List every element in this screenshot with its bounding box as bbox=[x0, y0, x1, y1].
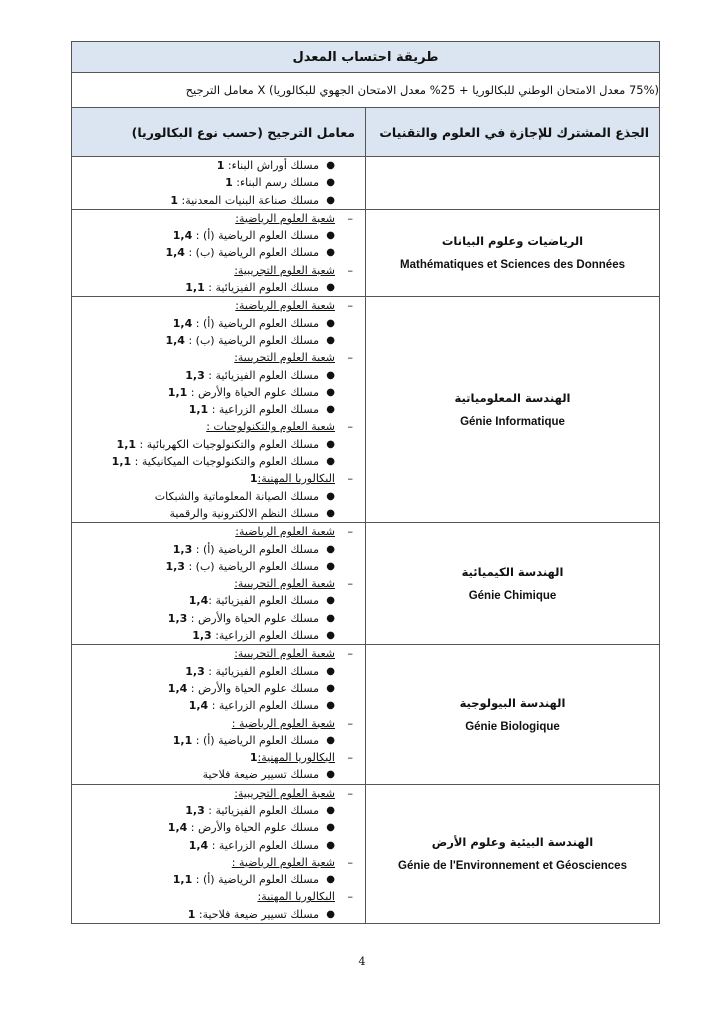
track-line bbox=[72, 157, 365, 174]
track-line bbox=[72, 192, 365, 209]
coefficient-cell bbox=[72, 523, 366, 645]
line-text: مسلك النظم الالكترونية والرقمية bbox=[169, 506, 319, 520]
branch-name-fr: Génie de l'Environnement et Géosciences bbox=[398, 859, 627, 872]
dash-marker: – bbox=[347, 263, 353, 277]
line-text: شعبة العلوم الرياضية: bbox=[235, 211, 335, 225]
track-line bbox=[72, 663, 365, 680]
line-text: مسلك تسيير ضيعة فلاحية: bbox=[195, 907, 319, 921]
coefficient-value: 1 bbox=[249, 472, 258, 486]
line-text: شعبة العلوم الرياضية: bbox=[235, 299, 335, 313]
coefficient-cell bbox=[72, 157, 366, 210]
track-line bbox=[72, 558, 365, 575]
coefficient-value: 1,1 bbox=[172, 873, 193, 887]
bullet-icon: ● bbox=[326, 769, 335, 781]
track-line bbox=[72, 732, 365, 749]
line-text: مسلك العلوم الرياضية (ب) : bbox=[184, 246, 319, 260]
track-line bbox=[72, 244, 365, 261]
track-line bbox=[72, 401, 365, 418]
bullet-icon: ● bbox=[326, 194, 335, 206]
line-text: شعبة العلوم التجريبية: bbox=[234, 577, 335, 591]
dash-marker: – bbox=[347, 647, 353, 661]
coefficient-value: 1 bbox=[187, 907, 196, 921]
track-line bbox=[72, 627, 365, 644]
track-line bbox=[72, 766, 365, 783]
line-text: مسلك العلوم الزراعية : bbox=[208, 403, 319, 417]
baccalaureate-group-line bbox=[72, 645, 365, 662]
track-line bbox=[72, 592, 365, 609]
coefficient-value: 1,4 bbox=[172, 316, 193, 330]
page-number: 4 bbox=[358, 955, 366, 968]
bullet-icon: ● bbox=[326, 908, 335, 920]
baccalaureate-group-line bbox=[72, 854, 365, 871]
line-text: مسلك العلوم والتكنولوجيات الميكانيكية : bbox=[131, 455, 319, 469]
baccalaureate-group-line bbox=[72, 715, 365, 732]
coefficient-value: 1,3 bbox=[165, 559, 185, 573]
bullet-icon: ● bbox=[326, 543, 335, 555]
dash-marker: – bbox=[347, 351, 353, 365]
coefficient-value: 1,4 bbox=[172, 229, 193, 243]
track-line bbox=[72, 279, 365, 296]
table-row bbox=[72, 157, 660, 210]
coefficient-column-header: معامل الترجيح (حسب نوع البكالوريا) bbox=[72, 108, 366, 157]
formula-text: (75% معدل الامتحان الوطني للبكالوريا + 25% معدل الامتحان الجهوي للبكالوريا) X معامل الترجيح bbox=[72, 73, 660, 108]
bullet-icon: ● bbox=[326, 630, 335, 642]
track-line bbox=[72, 819, 365, 836]
bullet-icon: ● bbox=[326, 595, 335, 607]
branch-name-fr: Génie Chimique bbox=[468, 589, 557, 602]
bullet-icon: ● bbox=[326, 247, 335, 259]
track-line bbox=[72, 610, 365, 627]
coefficient-value: 1,3 bbox=[167, 611, 188, 625]
bullet-icon: ● bbox=[326, 665, 335, 677]
bullet-icon: ● bbox=[326, 230, 335, 242]
line-text: مسلك علوم الحياة والأرض : bbox=[187, 821, 319, 835]
baccalaureate-group-line bbox=[72, 297, 365, 314]
coefficient-value: 1 bbox=[249, 751, 258, 765]
coefficient-value: 1 bbox=[225, 176, 233, 190]
dash-marker: – bbox=[347, 525, 353, 539]
bullet-icon: ● bbox=[326, 700, 335, 712]
baccalaureate-group-line bbox=[72, 470, 365, 487]
coefficient-value: 1,1 bbox=[188, 403, 209, 417]
table-row bbox=[72, 645, 660, 784]
bullet-icon: ● bbox=[326, 317, 335, 329]
column-header-row bbox=[72, 108, 660, 157]
formula-row bbox=[72, 73, 660, 108]
coefficient-cell bbox=[72, 209, 366, 296]
dash-marker: – bbox=[347, 211, 353, 225]
dash-marker: – bbox=[347, 472, 353, 486]
line-text: مسلك صناعة البنيات المعدنية: bbox=[178, 193, 319, 207]
line-text: مسلك العلوم الرياضية (ب) : bbox=[184, 333, 319, 347]
dash-marker: – bbox=[347, 890, 353, 904]
track-line bbox=[72, 488, 365, 505]
track-line bbox=[72, 332, 365, 349]
coefficient-value: 1,4 bbox=[167, 821, 188, 835]
line-text: شعبة العلوم التجريبية: bbox=[234, 786, 335, 800]
line-text: شعبة العلوم الرياضية: bbox=[235, 525, 335, 539]
coefficient-value: 1,4 bbox=[188, 699, 209, 713]
line-text: مسلك العلوم الفيزيائية : bbox=[208, 594, 319, 608]
baccalaureate-group-line bbox=[72, 349, 365, 366]
bullet-icon: ● bbox=[326, 160, 335, 171]
line-text: مسلك العلوم الفيزيائية : bbox=[204, 368, 319, 382]
line-text: مسلك أوراش البناء: bbox=[224, 159, 319, 172]
bullet-icon: ● bbox=[326, 822, 335, 834]
track-line bbox=[72, 541, 365, 558]
track-line bbox=[72, 436, 365, 453]
track-line bbox=[72, 315, 365, 332]
line-text: مسلك العلوم الفيزيائية : bbox=[204, 803, 319, 817]
branch-name-ar: الهندسة البيئية وعلوم الأرض bbox=[431, 834, 594, 849]
line-text: مسلك العلوم الفيزيائية : bbox=[204, 664, 319, 678]
bullet-icon: ● bbox=[326, 874, 335, 886]
line-text: مسلك العلوم الرياضية (أ) : bbox=[192, 316, 319, 330]
baccalaureate-group-line bbox=[72, 575, 365, 592]
table-row bbox=[72, 523, 660, 645]
baccalaureate-group-line bbox=[72, 749, 365, 766]
line-text: مسلك العلوم الرياضية (أ) : bbox=[192, 873, 319, 887]
track-line bbox=[72, 453, 365, 470]
track-line bbox=[72, 680, 365, 697]
branch-name-ar: الرياضيات وعلوم البيانات bbox=[441, 234, 584, 249]
line-text: شعبة العلوم التجريبية: bbox=[234, 351, 335, 365]
coefficient-value: 1,3 bbox=[185, 803, 205, 817]
coefficient-cell bbox=[72, 645, 366, 784]
line-text: شعبة العلوم التجريبية: bbox=[234, 647, 335, 661]
bullet-icon: ● bbox=[326, 456, 335, 468]
branch-name-ar: الهندسة البيولوجية bbox=[459, 695, 566, 710]
coefficient-value: 1,4 bbox=[188, 594, 209, 608]
coefficient-value: 1,3 bbox=[172, 542, 193, 556]
coefficient-value: 1,3 bbox=[185, 664, 205, 678]
branch-name-fr: Mathématiques et Sciences des Données bbox=[400, 259, 625, 272]
branch-name-cell bbox=[366, 523, 660, 645]
dash-marker: – bbox=[347, 751, 353, 765]
track-line bbox=[72, 697, 365, 714]
table-row bbox=[72, 297, 660, 523]
branch-name-cell bbox=[366, 645, 660, 784]
coefficient-value: 1,4 bbox=[167, 681, 188, 695]
line-text: مسلك علوم الحياة والأرض : bbox=[187, 681, 319, 695]
bullet-icon: ● bbox=[326, 438, 335, 450]
bullet-icon: ● bbox=[326, 282, 335, 294]
track-line bbox=[72, 367, 365, 384]
bullet-icon: ● bbox=[326, 177, 335, 189]
title-row bbox=[72, 42, 660, 73]
bullet-icon: ● bbox=[326, 490, 335, 502]
line-text: مسلك العلوم الرياضية (أ) : bbox=[192, 542, 319, 556]
track-line bbox=[72, 837, 365, 854]
line-text: مسلك العلوم والتكنولوجيات الكهربائية : bbox=[136, 437, 319, 451]
baccalaureate-group-line bbox=[72, 262, 365, 279]
coefficient-value: 1,1 bbox=[185, 281, 205, 295]
dash-marker: – bbox=[347, 786, 353, 800]
bullet-icon: ● bbox=[326, 612, 335, 624]
line-text: البكالوريا المهنية: bbox=[257, 472, 335, 486]
coefficient-cell bbox=[72, 784, 366, 923]
branch-name-ar: الهندسة المعلومياتية bbox=[454, 390, 571, 405]
line-text: شعبة العلوم التجريبية: bbox=[234, 263, 335, 277]
line-text: مسلك الصيانة المعلوماتية والشبكات bbox=[154, 489, 319, 503]
coefficient-value: 1,4 bbox=[165, 333, 185, 347]
branch-column-header: الجذع المشترك للإجازة في العلوم والتقنيات bbox=[366, 108, 660, 157]
baccalaureate-group-line bbox=[72, 888, 365, 905]
line-text: مسلك علوم الحياة والأرض : bbox=[187, 385, 319, 399]
branch-name-cell bbox=[366, 209, 660, 296]
dash-marker: – bbox=[347, 577, 353, 591]
bullet-icon: ● bbox=[326, 560, 335, 572]
bullet-icon: ● bbox=[326, 507, 335, 519]
bullet-icon: ● bbox=[326, 404, 335, 416]
line-text: مسلك العلوم الرياضية (أ) : bbox=[192, 229, 319, 243]
line-text: البكالوريا المهنية: bbox=[257, 751, 335, 765]
branch-name-ar: الهندسة الكيميائية bbox=[461, 564, 564, 579]
table-row bbox=[72, 784, 660, 923]
branch-name-fr: Génie Informatique bbox=[460, 415, 565, 428]
bullet-icon: ● bbox=[326, 386, 335, 398]
table-row bbox=[72, 209, 660, 296]
track-line bbox=[72, 384, 365, 401]
bullet-icon: ● bbox=[326, 839, 335, 851]
dash-marker: – bbox=[347, 420, 353, 434]
baccalaureate-group-line bbox=[72, 785, 365, 802]
bullet-icon: ● bbox=[326, 804, 335, 816]
track-line bbox=[72, 174, 365, 191]
baccalaureate-group-line bbox=[72, 210, 365, 227]
track-line bbox=[72, 505, 365, 522]
baccalaureate-group-line bbox=[72, 523, 365, 540]
coefficient-cell bbox=[72, 297, 366, 523]
average-calculation-table bbox=[71, 41, 660, 924]
bullet-icon: ● bbox=[326, 334, 335, 346]
line-text: مسلك العلوم الرياضية (ب) : bbox=[184, 559, 319, 573]
dash-marker: – bbox=[347, 299, 353, 313]
line-text: شعبة العلوم والتكنولوجيات : bbox=[206, 420, 335, 434]
coefficient-value: 1,3 bbox=[185, 368, 205, 382]
line-text: مسلك العلوم الزراعية: bbox=[211, 629, 319, 643]
line-text: مسلك العلوم الزراعية : bbox=[208, 699, 319, 713]
coefficient-value: 1,4 bbox=[165, 246, 185, 260]
track-line bbox=[72, 871, 365, 888]
branch-name-cell bbox=[366, 784, 660, 923]
line-text: مسلك رسم البناء: bbox=[232, 176, 319, 190]
coefficient-value: 1,1 bbox=[167, 385, 188, 399]
line-text: مسلك تسيير ضيعة فلاحية bbox=[202, 768, 319, 782]
baccalaureate-group-line bbox=[72, 418, 365, 435]
coefficient-value: 1,1 bbox=[111, 455, 132, 469]
coefficient-value: 1,4 bbox=[188, 838, 209, 852]
branch-name-fr: Génie Biologique bbox=[465, 720, 560, 733]
table-title: طريقة احتساب المعدل bbox=[72, 42, 660, 73]
line-text: مسلك العلوم الفيزيائية : bbox=[204, 281, 319, 295]
branch-name-cell bbox=[366, 157, 660, 210]
bullet-icon: ● bbox=[326, 682, 335, 694]
line-text: مسلك علوم الحياة والأرض : bbox=[187, 611, 319, 625]
dash-marker: – bbox=[347, 716, 353, 730]
coefficient-value: 1,1 bbox=[116, 437, 137, 451]
line-text: البكالوريا المهنية: bbox=[257, 890, 335, 904]
line-text: شعبة العلوم الرياضية : bbox=[231, 716, 335, 730]
bullet-icon: ● bbox=[326, 734, 335, 746]
dash-marker: – bbox=[347, 855, 353, 869]
coefficient-value: 1 bbox=[170, 193, 179, 207]
coefficient-value: 1 bbox=[216, 159, 225, 172]
coefficient-value: 1,3 bbox=[192, 629, 212, 643]
track-line bbox=[72, 802, 365, 819]
line-text: مسلك العلوم الزراعية : bbox=[208, 838, 319, 852]
track-line bbox=[72, 906, 365, 923]
bullet-icon: ● bbox=[326, 369, 335, 381]
track-line bbox=[72, 227, 365, 244]
branch-name-cell bbox=[366, 297, 660, 523]
line-text: مسلك العلوم الرياضية (أ) : bbox=[192, 733, 319, 747]
line-text: شعبة العلوم الرياضية : bbox=[231, 855, 335, 869]
coefficient-value: 1,1 bbox=[172, 733, 193, 747]
